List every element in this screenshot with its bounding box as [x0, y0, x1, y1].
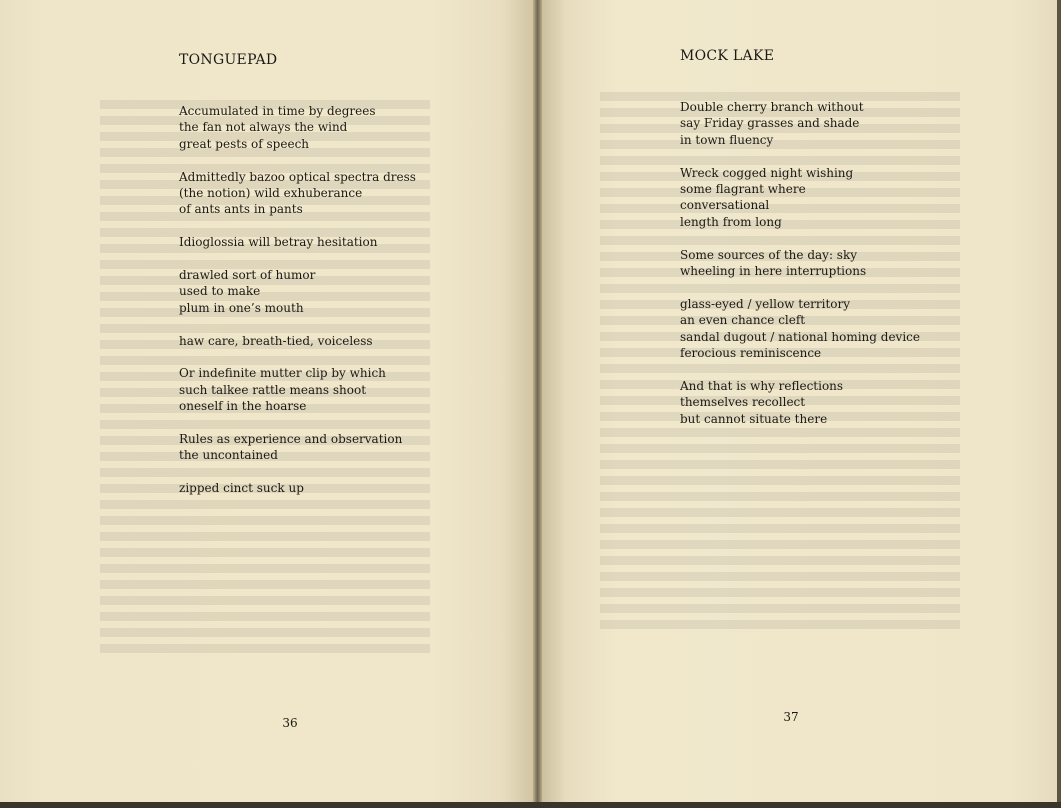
poem-line: the fan not always the wind	[179, 120, 348, 135]
poem-line: oneself in the hoarse	[179, 399, 307, 414]
poem-line: Idioglossia will betray hesitation	[179, 235, 378, 250]
poem-line: themselves recollect	[680, 395, 806, 410]
poem-line: Admittedly bazoo optical spectra dress	[179, 169, 416, 184]
poem-title-tonguepad: TONGUEPAD	[179, 52, 278, 68]
poem-line: sandal dugout / national homing device	[680, 329, 920, 344]
page-number: 36	[282, 716, 298, 730]
poem-line: the uncontained	[179, 448, 278, 463]
poem-line: plum in one’s mouth	[179, 300, 304, 315]
poem-line: wheeling in here interruptions	[680, 264, 867, 279]
poem-line: Accumulated in time by degrees	[179, 104, 376, 118]
poem-line: great pests of speech	[179, 136, 310, 151]
poem-body-mock-lake	[680, 99, 1020, 443]
poem-line: Or indefinite mutter clip by which	[179, 366, 386, 381]
poem-line: Wreck cogged night wishing	[680, 165, 854, 180]
poem-line: in town fluency	[680, 132, 774, 147]
stanza	[680, 99, 1020, 148]
page-edge	[0, 802, 1061, 808]
poem-line: some flagrant where	[680, 182, 806, 197]
poem-line: say Friday grasses and shade	[680, 116, 860, 131]
poem-line: glass-eyed / yellow territory	[680, 296, 851, 311]
poem-line: Double cherry branch without	[680, 100, 864, 114]
poem-line: haw care, breath-tied, voiceless	[179, 333, 373, 348]
book-gutter	[533, 0, 542, 808]
poem-line: length from long	[680, 214, 782, 229]
poem-line: used to make	[179, 284, 261, 299]
stanza	[680, 247, 1020, 280]
poem-body-tonguepad	[179, 103, 499, 513]
stanza	[179, 234, 499, 250]
right-page	[540, 0, 1061, 808]
poem-line: but cannot situate there	[680, 411, 828, 426]
poem-line: zipped cinct suck up	[179, 481, 304, 496]
poem-line: And that is why reflections	[680, 378, 844, 393]
stanza	[680, 378, 1020, 427]
stanza	[179, 103, 499, 152]
poem-line: Rules as experience and observation	[179, 432, 403, 447]
poem-line: ferocious reminiscence	[680, 346, 822, 361]
poem-line: Some sources of the day: sky	[680, 247, 858, 262]
poem-line: drawled sort of humor	[179, 268, 316, 283]
page-edge	[1057, 0, 1061, 808]
stanza	[680, 296, 1020, 362]
stanza	[680, 165, 1020, 231]
stanza	[179, 333, 499, 349]
stanza	[179, 169, 499, 218]
stanza	[179, 365, 499, 414]
poem-title-mock-lake: MOCK LAKE	[680, 48, 775, 64]
poem-line: an even chance cleft	[680, 313, 806, 328]
poem-line: of ants ants in pants	[179, 202, 303, 217]
stanza	[179, 267, 499, 316]
stanza	[179, 431, 499, 464]
stanza	[179, 480, 499, 496]
poem-line: conversational	[680, 198, 770, 213]
page-number: 37	[783, 710, 799, 724]
poem-line: (the notion) wild exhuberance	[179, 186, 363, 201]
poem-line: such talkee rattle means shoot	[179, 382, 367, 397]
